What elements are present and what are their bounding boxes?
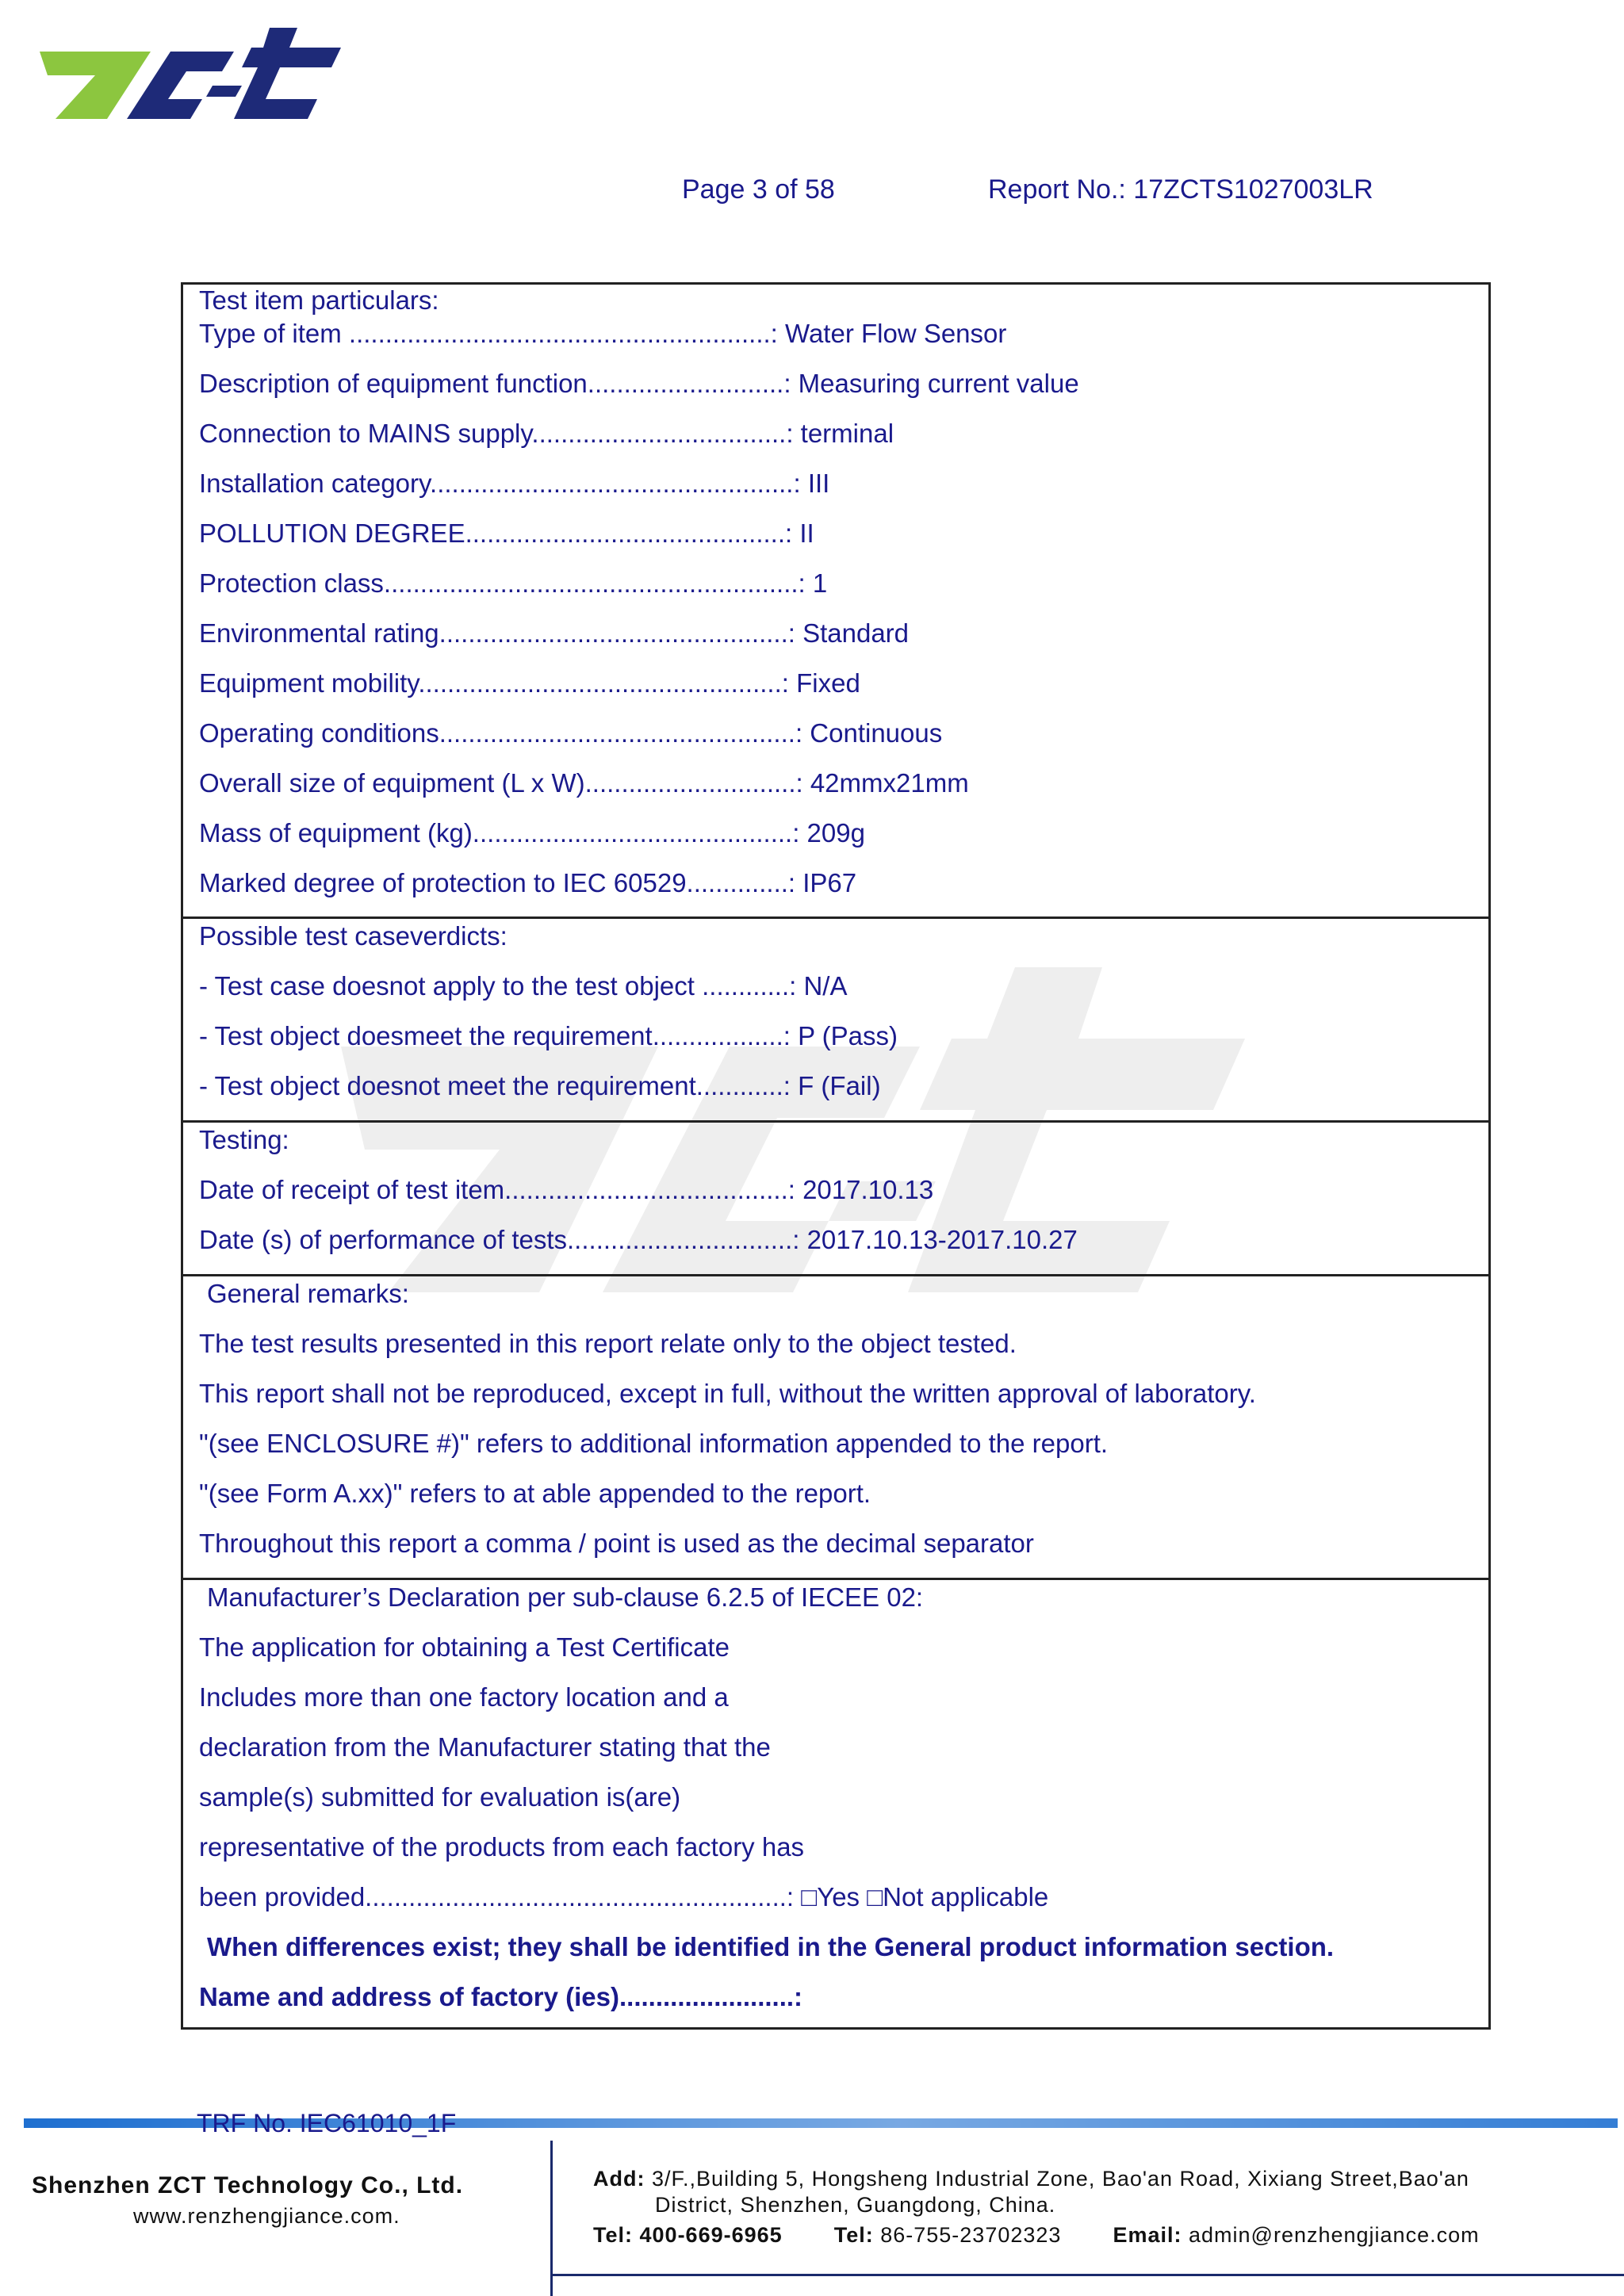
particulars-row: POLLUTION DEGREE............................................: II [199, 519, 814, 548]
zct-logo [32, 24, 349, 143]
report-number: Report No.: 17ZCTS1027003LR [988, 174, 1373, 205]
test-item-table [181, 282, 1491, 2030]
particulars-heading: Test item particulars: [199, 285, 439, 315]
testing-section [183, 1123, 1488, 1276]
remark-row: Throughout this report a comma / point is used as the decimal separator [199, 1529, 1034, 1558]
address-line-2: District, Shenzhen, Guangdong, China. [655, 2193, 1056, 2217]
tel-label-1: Tel: [593, 2223, 633, 2247]
remarks-section [183, 1276, 1488, 1580]
company-name: Shenzhen ZCT Technology Co., Ltd. [32, 2172, 464, 2198]
footer-bottom-line [550, 2274, 1624, 2276]
declaration-row: Includes more than one factory location and a [199, 1682, 729, 1712]
address-line-1: 3/F.,Building 5, Hongsheng Industrial Zone, Bao'an Road, Xixiang Street,Bao'an [652, 2167, 1469, 2191]
factory-address-label: Name and address of factory (ies)........................: [199, 1982, 803, 2011]
remark-row: "(see Form A.xx)" refers to at able appended to the report. [199, 1479, 871, 1508]
verdict-row: - Test object doesnot meet the requirement............: F (Fail) [199, 1071, 881, 1100]
particulars-row: Installation category..................................................: III [199, 469, 830, 498]
footer-contact [593, 2223, 1480, 2248]
testing-row: Date of receipt of test item.......................................: 2017.10.13 [199, 1175, 934, 1204]
declaration-heading: Manufacturer’s Declaration per sub-clause 6.2.5 of IECEE 02: [207, 1582, 924, 1612]
remarks-heading: General remarks: [207, 1279, 409, 1308]
remark-row: The test results presented in this report relate only to the object tested. [199, 1329, 1017, 1358]
particulars-row: Environmental rating................................................: Standard [199, 618, 910, 648]
particulars-row: Equipment mobility..................................................: Fixed [199, 668, 860, 698]
particulars-row: Type of item ..........................................................: Water Flow Sensor [199, 319, 1007, 348]
logo-dash-shape [206, 86, 242, 97]
declaration-row: sample(s) submitted for evaluation is(are) [199, 1782, 681, 1812]
add-label: Add: [593, 2167, 645, 2191]
email: admin@renzhengjiance.com [1189, 2223, 1480, 2247]
verdict-row: - Test object doesmeet the requirement..................: P (Pass) [199, 1021, 898, 1050]
tel-label-2: Tel: [833, 2223, 874, 2247]
footer-divider [550, 2141, 553, 2296]
declaration-section [183, 1580, 1488, 2027]
declaration-row: been provided..........................................................: □Yes □Not applicable [199, 1882, 1049, 1911]
particulars-section [183, 285, 1488, 919]
logo-t-shape [234, 28, 341, 119]
particulars-row: Operating conditions.................................................: Continuous [199, 718, 943, 748]
tel-2: 86-755-23702323 [880, 2223, 1062, 2247]
particulars-row: Description of equipment function...........................: Measuring current value [199, 369, 1079, 398]
particulars-row: Mass of equipment (kg)............................................: 209g [199, 818, 865, 848]
email-label: Email: [1113, 2223, 1182, 2247]
verdicts-heading: Possible test caseverdicts: [199, 921, 508, 951]
particulars-row: Marked degree of protection to IEC 60529..............: IP67 [199, 868, 857, 897]
testing-row: Date (s) of performance of tests...............................: 2017.10.13-2017.10.27 [199, 1225, 1078, 1254]
footer-address [593, 2164, 1469, 2193]
remark-row: "(see ENCLOSURE #)" refers to additional information appended to the report. [199, 1429, 1109, 1458]
declaration-row: declaration from the Manufacturer stating that the [199, 1732, 771, 1762]
particulars-row: Overall size of equipment (L x W).............................: 42mmx21mm [199, 768, 969, 798]
declaration-row: The application for obtaining a Test Certificate [199, 1632, 730, 1662]
particulars-row: Protection class.........................................................: 1 [199, 568, 828, 598]
tel-1: 400-669-6965 [639, 2223, 783, 2247]
declaration-row: representative of the products from each factory has [199, 1832, 805, 1862]
page-number: Page 3 of 58 [682, 174, 835, 205]
company-website: www.renzhengjiance.com. [133, 2204, 400, 2228]
verdict-row: - Test case doesnot apply to the test object ............: N/A [199, 971, 848, 1001]
particulars-row: Connection to MAINS supply...................................: terminal [199, 419, 894, 448]
remark-row: This report shall not be reproduced, except in full, without the written approval of laboratory. [199, 1379, 1256, 1408]
trf-number: TRF No. IEC61010_1F [197, 2109, 457, 2137]
testing-heading: Testing: [199, 1125, 289, 1154]
verdicts-section [183, 919, 1488, 1123]
differences-note: When differences exist; they shall be identified in the General product information section. [207, 1932, 1335, 1961]
